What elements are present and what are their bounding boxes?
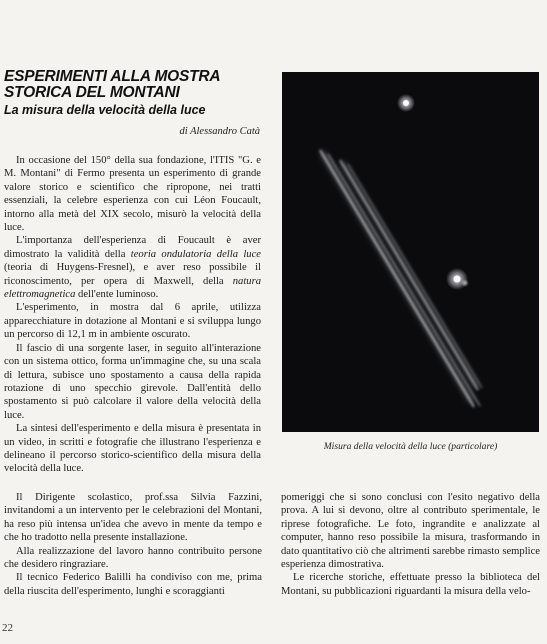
page-number: 22 bbox=[2, 622, 13, 634]
paragraph: Il fascio di una sorgente laser, in seguito all'interazione con un sistema ottico, forma un'immagine che, su una scala di lettura, subisce uno spostamento a causa della rapida rotazione di uno specchio girevole. Dall'entità dello spostamento si può calcolare il valore della velocità della luce. bbox=[4, 342, 261, 421]
paragraph: La sintesi dell'esperimento e della misura è presentata in un video, in scritti e fotografie che illustrano l'esperienza e delineano il percorso storico-scientifico della misura della velocità della luce. bbox=[4, 423, 261, 475]
paragraph bbox=[4, 234, 261, 301]
experiment-photo bbox=[282, 72, 539, 432]
paragraph: L'esperimento, in mostra dal 6 aprile, utilizza apparecchiature in dotazione al Montani e si sviluppa lungo un percorso di 12,1 m in ambiente oscurato. bbox=[4, 302, 261, 341]
paragraph: In occasione del 150° della sua fondazione, l'ITIS "G. e M. Montani" di Fermo presenta un esperimento di grande valore storico e scientifico che ripropone, nei tratti essenziali, la celebre esperienza con cui Léon Foucault, intorno alla metà del XIX secolo, misurò la velocità della luce. bbox=[4, 155, 261, 234]
article-title: ESPERIMENTI ALLA MOSTRA STORICA DEL MONTANI bbox=[4, 68, 220, 101]
paragraph: Il Dirigente scolastico, prof.ssa Silvia Fazzini, invitandomi a un intervento per le celebrazioni del Montani, ha reso più intensa un'idea che avevo in mente da tempo e che ho tradotto nella presente installazione. bbox=[4, 492, 262, 544]
emphasis: teoria ondulatoria della luce bbox=[130, 248, 261, 260]
photo-caption: Misura della velocità della luce (particolare) bbox=[323, 441, 498, 452]
text-column-3 bbox=[281, 491, 540, 598]
paragraph: pomeriggi che si sono conclusi con l'esito negativo della prova. A lui si devono, oltre al contributo sperimentale, le riprese fotografiche. Le foto, ingrandite e analizzate al computer, hanno reso possibile la misura, trasformando in dato quantitativo ciò che altrimenti sarebbe rimasto semplice esperienza dimostrativa. bbox=[281, 492, 540, 571]
article-author: di Alessandro Catà bbox=[179, 126, 260, 137]
emphasis: natura elettromagnetica bbox=[4, 275, 261, 301]
paragraph: Alla realizzazione del lavoro hanno contribuito persone che desidero ringraziare. bbox=[4, 545, 262, 571]
paragraph: Le ricerche storiche, effettuate presso la biblioteca del Montani, su pubblicazioni riguardanti la misura della velo- bbox=[281, 572, 540, 597]
text-run: L'importanza dell'esperienza di Foucault è aver dimostrato la validità della bbox=[4, 235, 261, 260]
text-column-1 bbox=[4, 154, 261, 476]
article-subtitle: La misura della velocità della luce bbox=[4, 103, 206, 117]
laser-beams-image bbox=[282, 72, 539, 432]
text-run: dell'ente luminoso. bbox=[75, 289, 159, 301]
text-run: (teoria di Huygens-Fresnel), e aver reso possibile il riconoscimento, per opera di Maxwell, della bbox=[4, 262, 261, 287]
paragraph: Il tecnico Federico Balilli ha condiviso con me, prima della riuscita dell'esperimento, lunghi e scoraggianti bbox=[4, 572, 262, 597]
text-column-2 bbox=[4, 491, 262, 598]
